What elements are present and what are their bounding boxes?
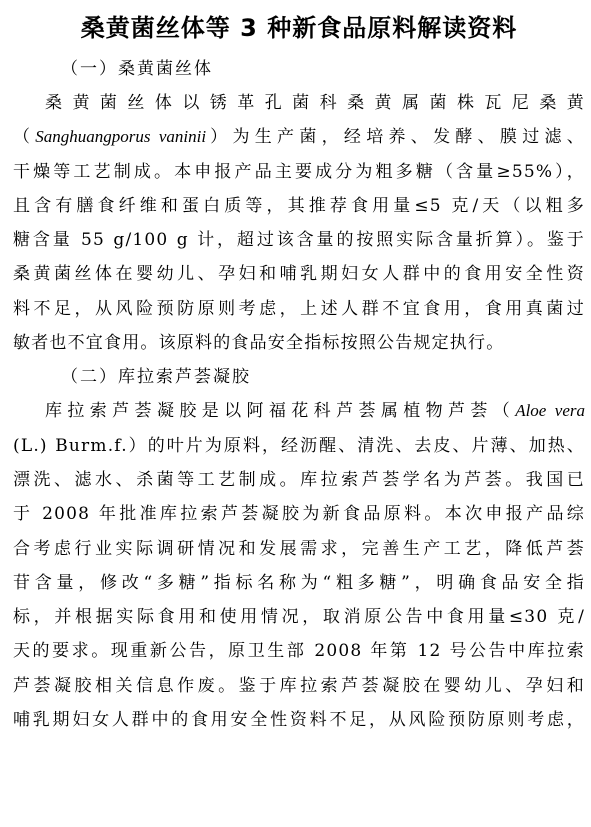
paragraph-line: 芦荟凝胶相关信息作废。鉴于库拉索芦荟凝胶在婴幼儿、孕妇和: [13, 675, 585, 696]
section-1-paragraph: [13, 86, 585, 360]
paragraph-line: 于 2008 年批准库拉索芦荟凝胶为新食品原料。本次申报产品综: [13, 504, 585, 525]
paragraph-line: 糖含量 55 g/100 g 计，超过该含量的按照实际含量折算）。鉴于: [13, 230, 585, 251]
latin-species-name: Aloe vera: [515, 401, 585, 421]
paragraph-line: 桑黄菌丝体以锈革孔菌科桑黄属菌株瓦尼桑黄: [45, 93, 585, 113]
paragraph-line: （Sanghuangporus vaninii）为生产菌，经培养、发酵、膜过滤、: [13, 127, 585, 148]
section-heading-2: （二）库拉索芦荟凝胶: [61, 367, 251, 388]
paragraph-line: (L.) Burm.f.）的叶片为原料，经沥醒、清洗、去皮、片薄、加热、: [13, 435, 585, 456]
paragraph-line: 天的要求。现重新公告，原卫生部 2008 年第 12 号公告中库拉索: [13, 641, 585, 662]
paragraph-line: 且含有膳食纤维和蛋白质等，其推荐食用量≤5 克/天（以粗多: [13, 195, 585, 216]
paragraph-line: 桑黄菌丝体在婴幼儿、孕妇和哺乳期妇女人群中的食用安全性资: [13, 264, 585, 285]
paragraph-line: 哺乳期妇女人群中的食用安全性资料不足，从风险预防原则考虑，: [13, 710, 585, 731]
section-2-paragraph: [13, 394, 585, 737]
paragraph-line: 库拉索芦荟凝胶是以阿福花科芦荟属植物芦荟（Aloe vera: [45, 401, 585, 422]
latin-species-name: Sanghuangporus vaninii: [35, 127, 207, 147]
paragraph-line: 苷含量，修改“多糖”指标名称为“粗多糖”，明确食品安全指: [13, 572, 585, 593]
paragraph-line: 料不足，从风险预防原则考虑，上述人群不宜食用，食用真菌过: [13, 298, 585, 319]
paragraph-line: 干燥等工艺制成。本申报产品主要成分为粗多糖（含量≥55%），: [13, 161, 585, 182]
paragraph-line: 标，并根据实际食用和使用情况，取消原公告中食用量≤30 克/: [13, 607, 585, 628]
paragraph-line: 漂洗、滤水、杀菌等工艺制成。库拉索芦荟学名为芦荟。我国已: [13, 469, 585, 490]
section-heading-1: （一）桑黄菌丝体: [61, 59, 213, 79]
paragraph-line: 合考虑行业实际调研情况和发展需求，完善生产工艺，降低芦荟: [13, 538, 585, 559]
document-title: 桑黄菌丝体等 3 种新食品原料解读资料: [80, 14, 518, 42]
paragraph-line: 敏者也不宜食用。该原料的食品安全指标按照公告规定执行。: [13, 333, 505, 354]
